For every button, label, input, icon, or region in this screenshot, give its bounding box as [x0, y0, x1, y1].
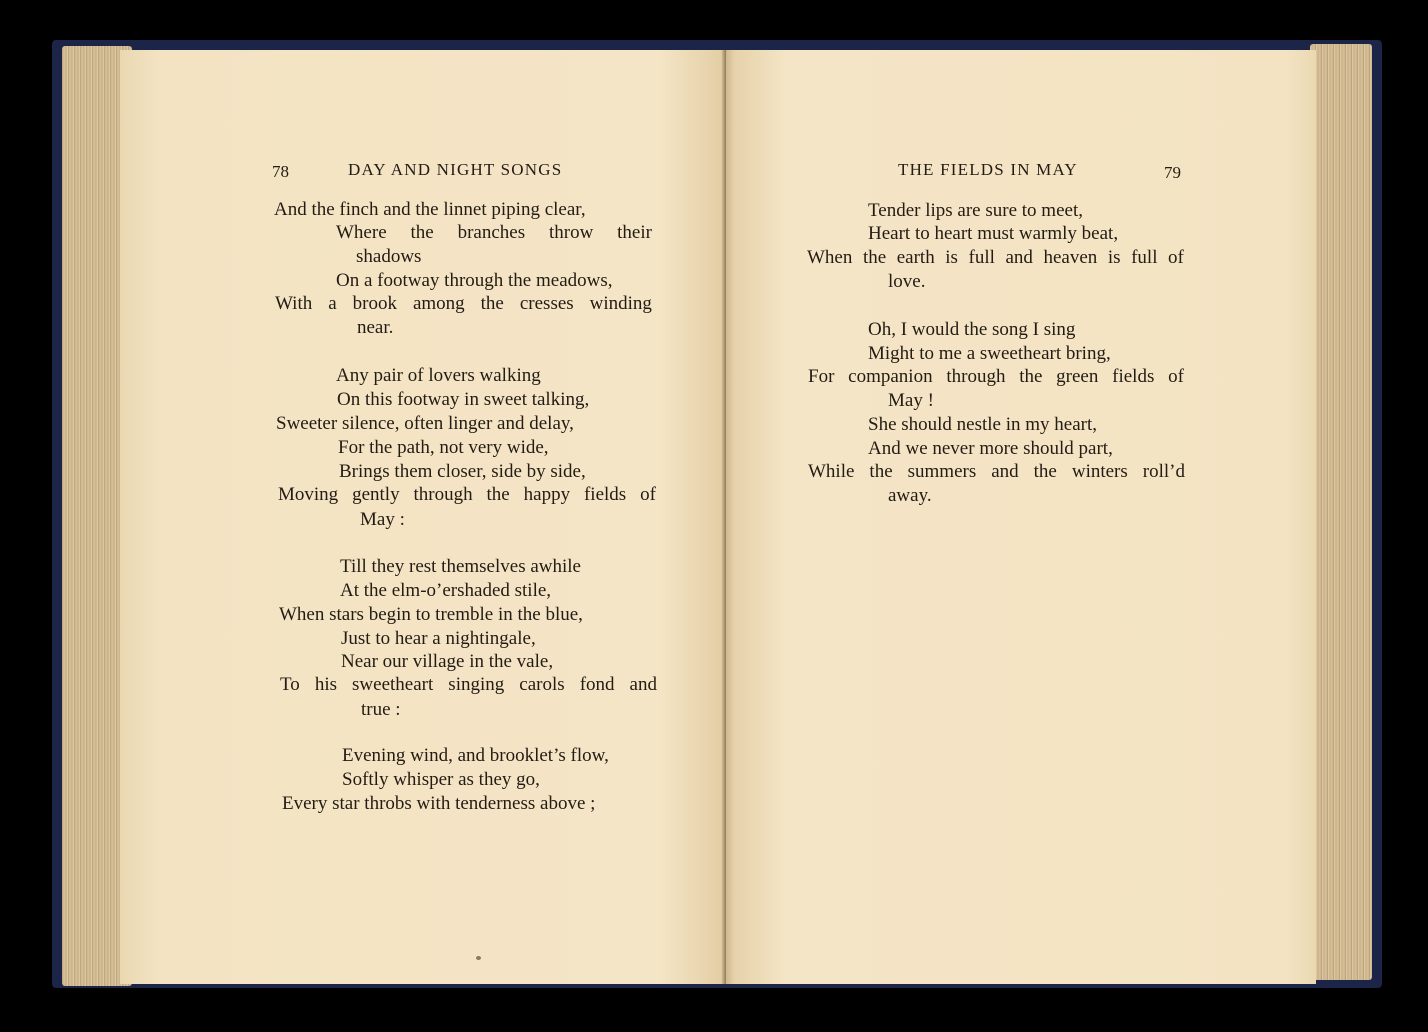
running-head-right: THE FIELDS IN MAY — [898, 160, 1078, 179]
word: winding — [589, 293, 652, 314]
word: full — [1131, 247, 1158, 268]
word: the — [480, 293, 504, 314]
poem-line: On this footway in sweet talking, — [337, 389, 590, 410]
word: through — [413, 484, 473, 505]
word: Moving — [278, 484, 339, 505]
poem-line: On a footway through the meadows, — [336, 270, 613, 291]
word: of — [640, 484, 656, 505]
poem-line — [807, 247, 1184, 269]
poem-line: Softly whisper as they go, — [342, 769, 540, 790]
word: sweetheart — [352, 674, 434, 695]
word: earth — [896, 247, 935, 268]
word: roll’d — [1142, 461, 1185, 482]
word: throw — [548, 222, 594, 243]
word: the — [869, 461, 893, 482]
poem-line: And the finch and the linnet piping clear, — [274, 199, 586, 220]
poem-line: true : — [361, 699, 401, 720]
poem-line: love. — [888, 271, 926, 292]
word: While — [808, 461, 855, 482]
word: When — [807, 247, 853, 268]
poem-line: When stars begin to tremble in the blue, — [279, 604, 583, 625]
poem-line: Brings them closer, side by side, — [339, 461, 586, 482]
word: of — [1168, 366, 1184, 387]
page-number-right: 79 — [1164, 163, 1181, 182]
poem-line: near. — [357, 317, 394, 338]
word: To — [280, 674, 300, 695]
word: their — [617, 222, 652, 243]
poem-line: At the elm-o’ershaded stile, — [340, 580, 552, 601]
poem-line: Just to hear a nightingale, — [341, 628, 536, 649]
poem-line — [280, 674, 657, 696]
word: brook — [352, 293, 397, 314]
right-page — [726, 50, 1316, 984]
page-edges-right — [1310, 44, 1372, 980]
word: full — [968, 247, 995, 268]
poem-line — [808, 461, 1185, 483]
word: through — [946, 366, 1006, 387]
left-page — [120, 50, 726, 984]
poem-line: Till they rest themselves awhile — [340, 556, 581, 577]
justified-words — [807, 247, 1184, 269]
word: the — [410, 222, 434, 243]
word: the — [862, 247, 887, 268]
poem-line: Sweeter silence, often linger and delay, — [276, 413, 574, 434]
poem-line: She should nestle in my heart, — [868, 414, 1098, 435]
poem-line: Might to me a sweetheart bring, — [868, 343, 1111, 364]
poem-line: away. — [888, 485, 932, 506]
word: the — [1033, 461, 1057, 482]
word: carols — [519, 674, 565, 695]
word: and — [629, 674, 657, 695]
running-head-left: DAY AND NIGHT SONGS — [348, 160, 563, 179]
poem-line: Any pair of lovers walking — [336, 365, 541, 386]
word: among — [412, 293, 465, 314]
justified-words — [808, 461, 1185, 483]
poem-line: Near our village in the vale, — [341, 651, 554, 672]
word: singing — [448, 674, 505, 695]
poem-line: May : — [360, 509, 405, 530]
poem-line: Every star throbs with tenderness above ; — [282, 793, 596, 814]
word: cresses — [519, 293, 574, 314]
word: branches — [457, 222, 526, 243]
word: gently — [352, 484, 400, 505]
poem-line — [275, 293, 652, 315]
word: winters — [1071, 461, 1128, 482]
justified-words — [808, 366, 1184, 388]
word: of — [1168, 247, 1184, 268]
word: fields — [1112, 366, 1155, 387]
word: and — [991, 461, 1019, 482]
word: summers — [907, 461, 977, 482]
word: fields — [583, 484, 627, 505]
poem-line: Evening wind, and brooklet’s flow, — [342, 745, 609, 766]
paper-speck — [476, 956, 481, 960]
poem-line: Heart to heart must warmly beat, — [868, 223, 1119, 244]
word: For — [808, 366, 835, 387]
word: is — [1107, 247, 1121, 268]
page-number-left: 78 — [272, 162, 289, 181]
justified-words — [278, 484, 656, 506]
poem-line: May ! — [888, 390, 934, 411]
word: Where — [336, 222, 387, 243]
poem-line: For the path, not very wide, — [338, 437, 549, 458]
word: companion — [848, 366, 933, 387]
word: green — [1056, 366, 1099, 387]
poem-line — [808, 366, 1184, 388]
poem-line: shadows — [356, 246, 422, 267]
justified-words — [280, 674, 657, 696]
word: the — [1019, 366, 1043, 387]
poem-line — [336, 222, 652, 244]
poem-line: Tender lips are sure to meet, — [868, 200, 1083, 221]
word: the — [486, 484, 510, 505]
poem-line — [278, 484, 656, 506]
poem-line: And we never more should part, — [868, 438, 1113, 459]
word: a — [328, 293, 337, 314]
word: With — [275, 293, 313, 314]
word: his — [314, 674, 337, 695]
word: and — [1005, 247, 1033, 268]
poem-line: Oh, I would the song I sing — [868, 319, 1076, 340]
word: happy — [523, 484, 571, 505]
word: heaven — [1043, 247, 1098, 268]
word: fond — [579, 674, 615, 695]
justified-words — [336, 222, 652, 244]
word: is — [945, 247, 958, 268]
justified-words — [275, 293, 652, 315]
